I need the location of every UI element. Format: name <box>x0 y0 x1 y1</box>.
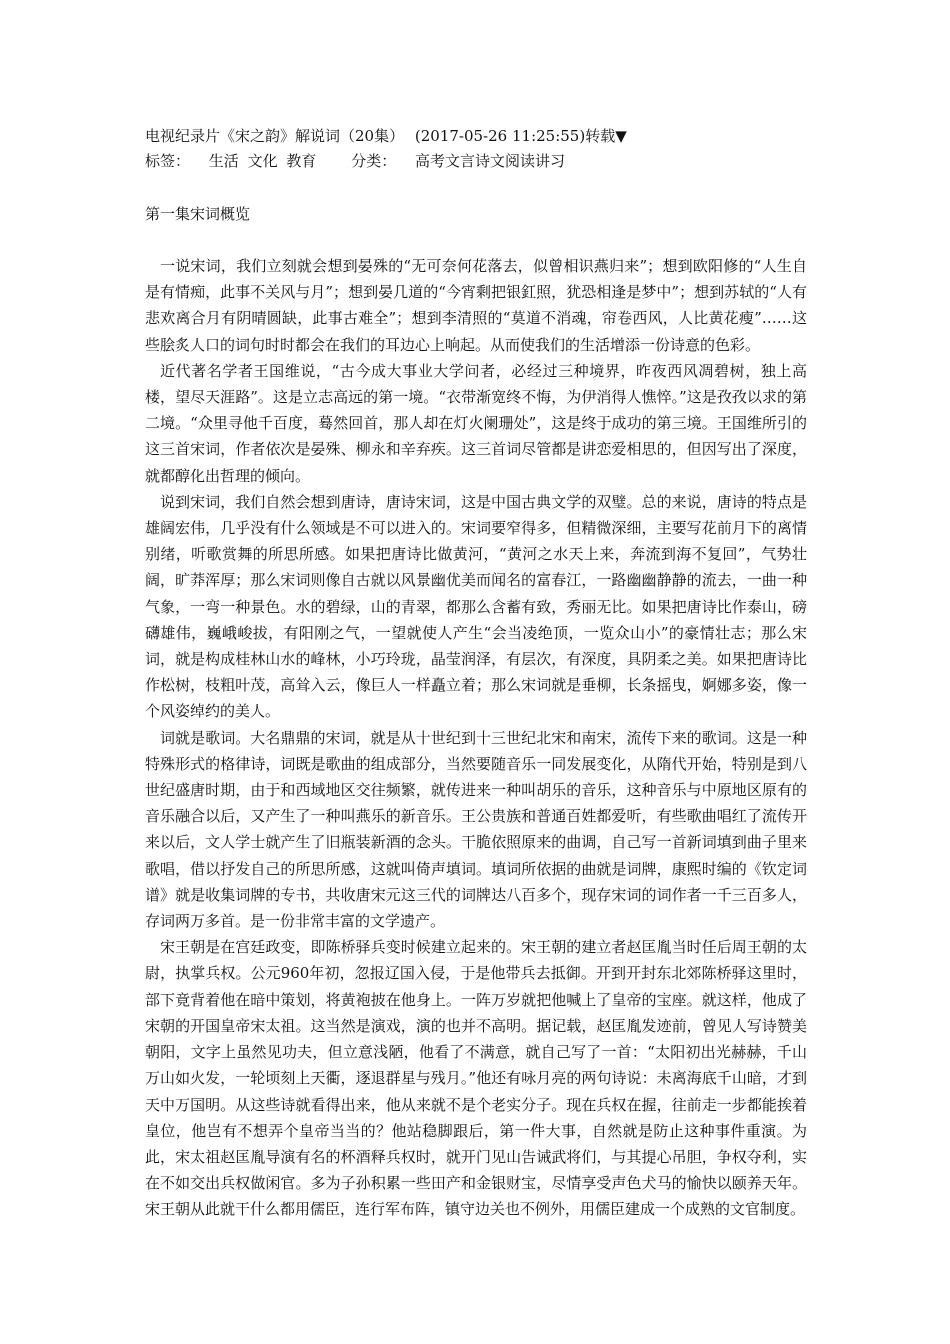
article-body <box>145 253 807 1223</box>
article-meta <box>145 149 807 174</box>
body-paragraph: 说到宋词，我们自然会想到唐诗，唐诗宋词，这是中国古典文学的双璧。总的来说，唐诗的特点是雄阔宏伟，几乎没有什么领域是不可以进入的。宋词要窄得多，但精微深细，主要写花前月下的离情别绪，听歌赏舞的所思所感。如果把唐诗比做黄河，“黄河之水天上来，奔流到海不复回”，气势壮阔，旷莽浑厚；那么宋词则像自古就以风景幽优美而闻名的富春江，一路幽幽静静的流去，一曲一种气象，一弯一种景色。水的碧绿，山的青翠，都那么含蓄有致，秀丽无比。如果把唐诗比作泰山，磅礴雄伟，巍峨峻拔，有阳刚之气，一望就使人产生“会当凌绝顶，一览众山小”的豪情壮志；那么宋词，就是构成桂林山水的峰林，小巧玲珑，晶莹润泽，有层次，有深度，具阴柔之美。如果把唐诗比作松树，枝粗叶茂，高耸入云，像巨人一样矗立着；那么宋词就是垂柳，长条摇曳，婀娜多姿，像一个风姿绰约的美人。 <box>145 492 807 721</box>
tag-item[interactable]: 生活 <box>208 152 239 170</box>
repost-link[interactable]: 转载▼ <box>585 127 627 145</box>
article-timestamp: (2017-05-26 11:25:55) <box>414 127 586 145</box>
article-title: 电视纪录片《宋之韵》解说词（20集） <box>145 127 405 145</box>
document-page <box>145 124 807 1223</box>
body-paragraph: 一说宋词，我们立刻就会想到晏殊的“无可奈何花落去，似曾相识燕归来”；想到欧阳修的“人生自是有情痴，此事不关风与月”；想到晏几道的“今宵剩把银釭照，犹恐相逢是梦中”；想到苏轼的“人有悲欢离合月有阴晴圆缺，此事古难全”；想到李清照的“莫道不消魂，帘卷西风，人比黄花瘦”……这些脍炙人口的词句时时都会在我们的耳边心上响起。从而使我们的生活增添一份诗意的色彩。 <box>145 257 807 354</box>
category-label: 分类： <box>351 152 397 170</box>
chapter-title: 第一集宋词概览 <box>145 205 251 223</box>
article-title-line <box>145 124 807 149</box>
tags-label: 标签： <box>145 152 191 170</box>
tag-item[interactable]: 文化 <box>247 152 278 170</box>
body-paragraph: 词就是歌词。大名鼎鼎的宋词，就是从十世纪到十三世纪北宋和南宋，流传下来的歌词。这是一种特殊形式的格律诗，词既是歌曲的组成部分，当然要随音乐一同发展变化，从隋代开始，特别是到八世纪盛唐时期，由于和西域地区交往频繁，就传进来一种叫胡乐的音乐，这种音乐与中原地区原有的音乐融合以后，又产生了一种叫燕乐的新音乐。王公贵族和普通百姓都爱听，有些歌曲唱红了流传开来以后，文人学士就产生了旧瓶装新酒的念头。干脆依照原来的曲调，自己写一首新词填到曲子里来歌唱，借以抒发自己的所思所感，这就叫倚声填词。填词所依据的曲就是词牌，康熙时编的《钦定词谱》就是收集词牌的专书，共收唐宋元这三代的词牌达八百多个，现存宋词的词作者一千三百多人，存词两万多首。是一份非常丰富的文学遗产。 <box>145 728 807 931</box>
category-link[interactable]: 高考文言诗文阅读讲习 <box>414 152 565 170</box>
body-paragraph: 宋王朝是在宫廷政变，即陈桥驿兵变时候建立起来的。宋王朝的建立者赵匡胤当时任后周王朝的太尉，执掌兵权。公元960年初，忽报辽国入侵，于是他带兵去抵御。开到开封东北郊陈桥驿这里时，部下竟背着他在暗中策划，将黄袍披在他身上。一阵万岁就把他喊上了皇帝的宝座。就这样，他成了宋朝的开国皇帝宋太祖。这当然是演戏，演的也并不高明。据记载，赵匡胤发迹前，曾见人写诗赞美朝阳，文字上虽然见功夫，但立意浅陋，他看了不满意，就自己写了一首：“太阳初出光赫赫，千山万山如火发，一轮顷刻上天衢，逐退群星与残月。”他还有咏月亮的两句诗说：未离海底千山暗，才到天中万国明。从这些诗就看得出来，他从来就不是个老实分子。现在兵权在握，往前走一步都能挨着皇位，他岂有不想弄个皇帝当当的？他站稳脚跟后，第一件大事，自然就是防止这种事件重演。为此，宋太祖赵匡胤导演有名的杯酒释兵权时，就开门见山告诫武将们，与其提心吊胆，争权夺利，实在不如交出兵权做闲官。多为子孙积累一些田产和金银财宝，尽情享受声色犬马的愉快以颐养天年。宋王朝从此就干什么都用儒臣，连行军布阵，镇守边关也不例外，用儒臣建成一个成熟的文官制度。 <box>145 938 807 1219</box>
tag-item[interactable]: 教育 <box>286 152 317 170</box>
body-paragraph: 近代著名学者王国维说，“古今成大事业大学问者，必经过三种境界，昨夜西风凋碧树，独上高楼，望尽天涯路”。这是立志高远的第一境。“衣带渐宽终不悔，为伊消得人憔悴。”这是孜孜以求的第二境。“众里寻他千百度，蓦然回首，那人却在灯火阑珊处”，这是终于成功的第三境。王国维所引的这三首宋词，作者依次是晏殊、柳永和辛弃疾。这三首词尽管都是讲恋爱相思的，但因写出了深度，就都醇化出哲理的倾向。 <box>145 361 807 485</box>
